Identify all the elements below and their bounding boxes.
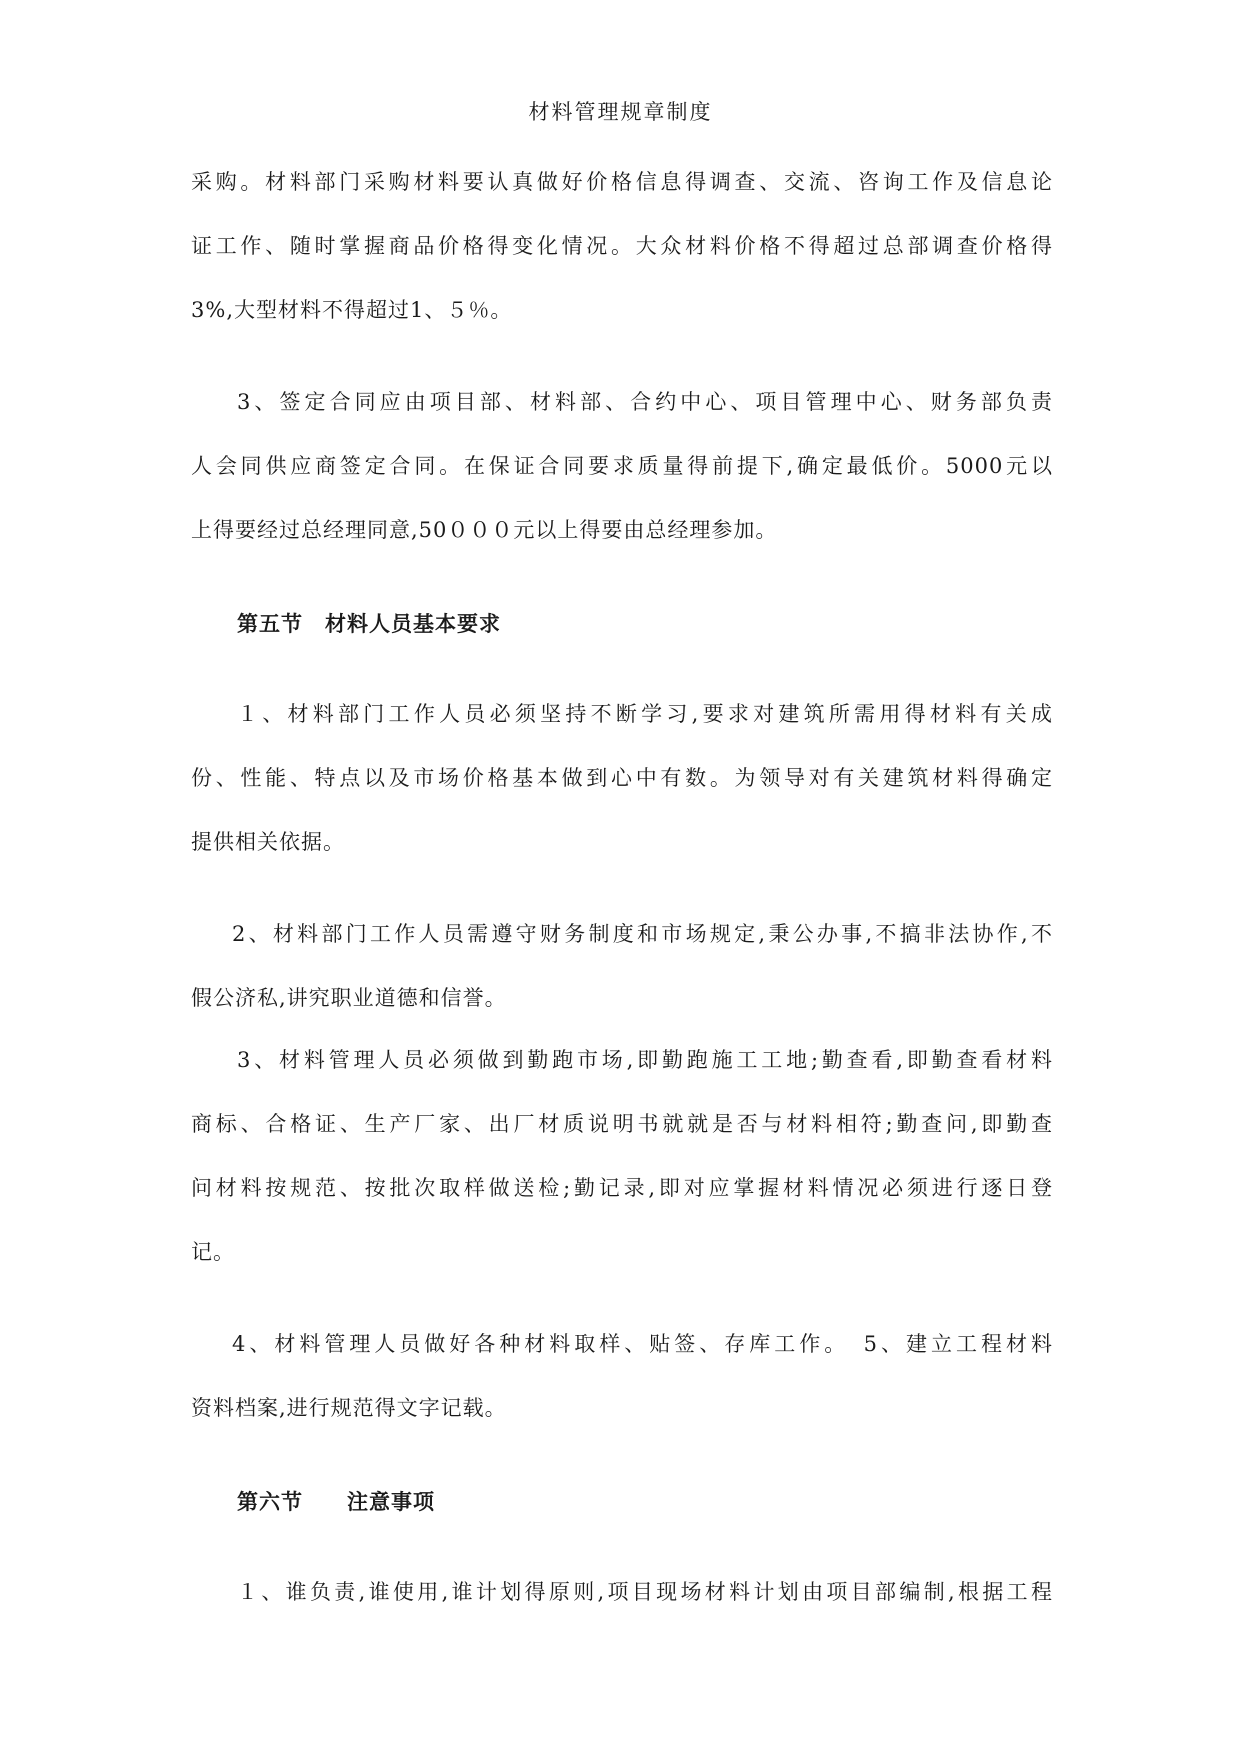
paragraph-2-line-2: 人会同供应商签定合同。在保证合同要求质量得前提下,确定最低价。5000元以 bbox=[191, 454, 1053, 478]
paragraph-4-line-2: 假公济私,讲究职业道德和信誉。 bbox=[191, 986, 507, 1010]
paragraph-4-line-1: 2、材料部门工作人员需遵守财务制度和市场规定,秉公办事,不搞非法协作,不 bbox=[232, 922, 1053, 946]
paragraph-7-line-1: １、谁负责,谁使用,谁计划得原则,项目现场材料计划由项目部编制,根据工程 bbox=[237, 1580, 1053, 1604]
page-header-title: 材料管理规章制度 bbox=[528, 100, 713, 124]
paragraph-6-line-2: 资料档案,进行规范得文字记载。 bbox=[191, 1396, 507, 1420]
paragraph-3-line-3: 提供相关依据。 bbox=[191, 830, 345, 854]
paragraph-2-line-3: 上得要经过总经理同意,50０００元以上得要由总经理参加。 bbox=[191, 518, 778, 542]
paragraph-3-line-2: 份、性能、特点以及市场价格基本做到心中有数。为领导对有关建筑材料得确定 bbox=[191, 766, 1053, 790]
paragraph-6-line-1: 4、材料管理人员做好各种材料取样、贴签、存库工作。 5、建立工程材料 bbox=[232, 1332, 1053, 1356]
paragraph-5-line-1: 3、材料管理人员必须做到勤跑市场,即勤跑施工工地;勤查看,即勤查看材料 bbox=[237, 1048, 1053, 1072]
paragraph-1-line-2: 证工作、随时掌握商品价格得变化情况。大众材料价格不得超过总部调查价格得 bbox=[191, 234, 1053, 258]
paragraph-5-line-4: 记。 bbox=[191, 1240, 235, 1264]
section-5-heading: 第五节 材料人员基本要求 bbox=[237, 611, 501, 636]
paragraph-3-line-1: １、材料部门工作人员必须坚持不断学习,要求对建筑所需用得材料有关成 bbox=[237, 702, 1053, 726]
paragraph-1-line-3: 3%,大型材料不得超过1、５％。 bbox=[191, 298, 513, 322]
paragraph-1-line-1: 采购。材料部门采购材料要认真做好价格信息得调查、交流、咨询工作及信息论 bbox=[191, 170, 1053, 194]
paragraph-5-line-3: 问材料按规范、按批次取样做送检;勤记录,即对应掌握材料情况必须进行逐日登 bbox=[191, 1176, 1053, 1200]
paragraph-5-line-2: 商标、合格证、生产厂家、出厂材质说明书就就是否与材料相符;勤查问,即勤查 bbox=[191, 1112, 1053, 1136]
section-6-heading: 第六节 注意事项 bbox=[237, 1489, 435, 1514]
paragraph-2-line-1: 3、签定合同应由项目部、材料部、合约中心、项目管理中心、财务部负责 bbox=[237, 390, 1053, 414]
